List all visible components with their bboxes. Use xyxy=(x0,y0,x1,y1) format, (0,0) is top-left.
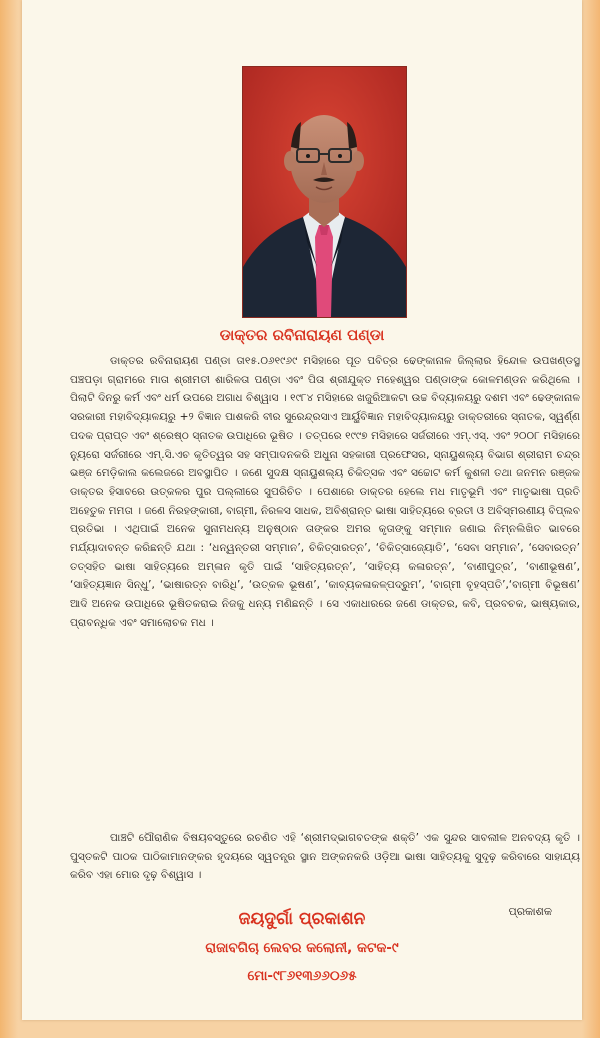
biography-paragraph-2: ପାଞ୍ଚଟି ପୌରାଣିକ ବିଷୟବସ୍ତୁରେ ରଚଣିତ ଏହି ‘ଶ୍ରୀମଦ୍ଭାଗବତଙ୍କ ଶକ୍ତି’ ଏକ ସୁନ୍ଦର ସାବଲୀଳ ଅନବଦ୍ୟ କୃତି । ପୁସ୍ତକଟି ପାଠକ ପାଠିକାମାନଙ୍କର ହୃଦୟରେ ସ୍ୱତନ୍ତ୍ର ସ୍ଥାନ ଅଙ୍କନକରି ଓଡ଼ିଆ ଭାଷା ସାହିତ୍ୟକୁ ସୁଦୃଢ଼ କରିବାରେ ସାହାଯ୍ୟ କରିବ ଏହା ମୋର ଦୃଢ଼ ବିଶ୍ୱାସ । xyxy=(70,832,580,882)
author-name: ଡାକ୍ତର ରବିନାରାୟଣ ପଣ୍ଡା xyxy=(219,326,385,344)
author-portrait-drawing xyxy=(243,67,406,317)
publisher-phone: ମୋ-୯୮୬୧୩୬୬୦୬୫ xyxy=(247,968,357,984)
author-portrait xyxy=(242,66,407,318)
biography-paragraph-1: ଡାକ୍ତର ରବିନାରାୟଣ ପଣ୍ଡା ତା୧୫.୦୬୧୯୬୯ ମସିହାରେ ପୂତ ପବିତ୍ର ଢେଙ୍କାନାଳ ଜିଲ୍ଲାର ହିନ୍ଦୋଳ ଉପଖଣ୍ଡସ୍ଥ ପଞ୍ଚପଡ଼ା ଗ୍ରାମରେ ମାତା ଶ୍ରୀମତୀ ଶାରିଳତା ପଣ୍ଡା ଏବଂ ପିତା ଶ୍ରୀଯୁକ୍ତ ମହେଶ୍ୱର ପଣ୍ଡାଙ୍କ କୋଳମଣ୍ଡନ କରିଥିଲେ । ପିଲାଟି ଦିନରୁ କର୍ମ ଏବଂ ଧର୍ମ ଉପରେ ଅଗାଧ ବିଶ୍ୱାସ । ୧୯୮୪ ମସିହାରେ ଖଜୁରିଆକଟା ଉଚ୍ଚ ବିଦ୍ୟାଳୟରୁ ଦଶମ ଏବଂ ଢେଙ୍କାନାଳ ସରକାରୀ ମହାବିଦ୍ୟାଳୟରୁ +୨ ବିଜ୍ଞାନ ପାଶକରି ବୀର ସୁରେନ୍ଦ୍ରସାଏ ଆର୍ୟୁବିଜ୍ଞାନ ମହାବିଦ୍ୟାଳୟରୁ ଡାକ୍ତରୀରେ ସ୍ନାତକ, ସ୍ୱର୍ଣ୍ଣ ପଦକ ପ୍ରାପ୍ତ ଏବଂ ଶ୍ରେଷ୍ଠ ସ୍ନାତକ ଉପାଧିରେ ଭୂଷିତ । ତତ୍ପରେ ୧୯୯୭ ମସିହାରେ ସର୍ଜରୀରେ ଏମ୍.ଏସ୍. ଏବଂ ୨୦୦୮ ମସିହାରେ ନ୍ୟୁରୋ ସର୍ଜରୀରେ ଏମ୍.ସି.ଏଚ କୃତିତ୍ୱର ସହ ସମ୍ପାଦନକରି ଅଧୁନା ସହକାରୀ ପ୍ରଫେସର, ସ୍ନାୟୁଶଲ୍ୟ ବିଭାଗ ଶ୍ରୀରାମ ଚନ୍ଦ୍ର ଭଞ୍ଜ ମେଡ଼ିକାଲ କଲେଜରେ ଅବସ୍ଥାପିତ । ଜଣେ ସୁଦକ୍ଷ ସ୍ନାୟୁଶଲ୍ୟ ଚିକିତ୍ସକ ଏବଂ ସଚ୍ଚୋଟ କର୍ମ କୁଶଳୀ ତଥା ଜନମନ ରଞ୍ଜକ ଡାକ୍ତର ହିସାବରେ ଉତ୍କଳର ପୁର ପଲ୍ଲୀରେ ସୁପରିଚିତ । ପେଶାରେ ଡାକ୍ତର ହେଲେ ମଧ ମାତୃଭୂମି ଏବଂ ମାତୃଭାଷା ପ୍ରତି ଅହେତୁକ ମମତା । ଜଣେ ନିରହଙ୍କାରୀ, ବାଗ୍ମୀ, ନିରଳସ ସାଧକ, ଅବିଶ୍ରାନ୍ତ ଭାଷା ସାହିତ୍ୟରେ ବ୍ରତୀ ଓ ଅବିସ୍ମରଣୀୟ ବିପ୍ଲବ ପ୍ରତିଭା । ଏଥିପାଇଁ ଅନେକ ସୁନାମଧନ୍ୟ ଅନୁଷ୍ଠାନ ତାଙ୍କର ଅମର କୃତାଙ୍କୁ ସମ୍ମାନ ଜଣାଇ ନିମ୍ନଲିଖିତ ଭାବରେ ମର୍ଯ୍ୟାଦାବନ୍ତ କରିଛନ୍ତି ଯଥା : ‘ଧନ୍ୱନ୍ତରୀ ସମ୍ମାନ’, ଚିକିତ୍ସାରତ୍ନ’, ‘ଚିକିତ୍ସାଜ୍ୟୋତି’, ‘ସେବା ସମ୍ମାନ’, ‘ସେବାରତ୍ନ’ ତତ୍ସହିତ ଭାଷା ସାହିତ୍ୟରେ ଅମ୍ଳାନ କୃତି ପାଇଁ ‘ସାହିତ୍ୟରତ୍ନ’, ‘ସାହିତ୍ୟ କଳାରତ୍ନ’, ‘ବାଣୀପୁତ୍ର’, ‘ବାଣୀଭୂଷଣ’, ‘ସାହିତ୍ୟଜ୍ଞାନ ସିନ୍ଧୁ’, ‘ଭାଷାରତ୍ନ ବାରିଧି’, ‘ଉତ୍କଳ ଭୂଷଣ’, ‘କାବ୍ୟକଳାକଳ୍ପଦ୍ରୁମ’, ‘ବାଗ୍ମୀ ବୃହସ୍ପତି’,‘ବାଗ୍ମୀ ବିଭୂଷଣ’ ଆଦି ଅନେକ ଉପାଧିରେ ଭୂଷିତକରାଇ ନିଜକୁ ଧନ୍ୟ ମଣିଛନ୍ତି । ସେ ଏକାଧାରରେ ଜଣେ ଡାକ୍ତର, କବି, ପ୍ରବଚକ, ଭାଷ୍ୟକାର, ପ୍ରାବନ୍ଧିକ ଏବଂ ସମାଲୋଚକ ମଧ । xyxy=(70,355,581,629)
back-cover-sheet xyxy=(22,0,582,1020)
publisher-label: ପ୍ରକାଶକ xyxy=(508,905,552,918)
publisher-address: ରାଜାବଗିଚା ଲେବର କଲୋନୀ, କଟକ-୯ xyxy=(205,940,399,956)
publisher-name: ଜୟଦୁର୍ଗା ପ୍ରକାଶନ xyxy=(238,909,366,929)
